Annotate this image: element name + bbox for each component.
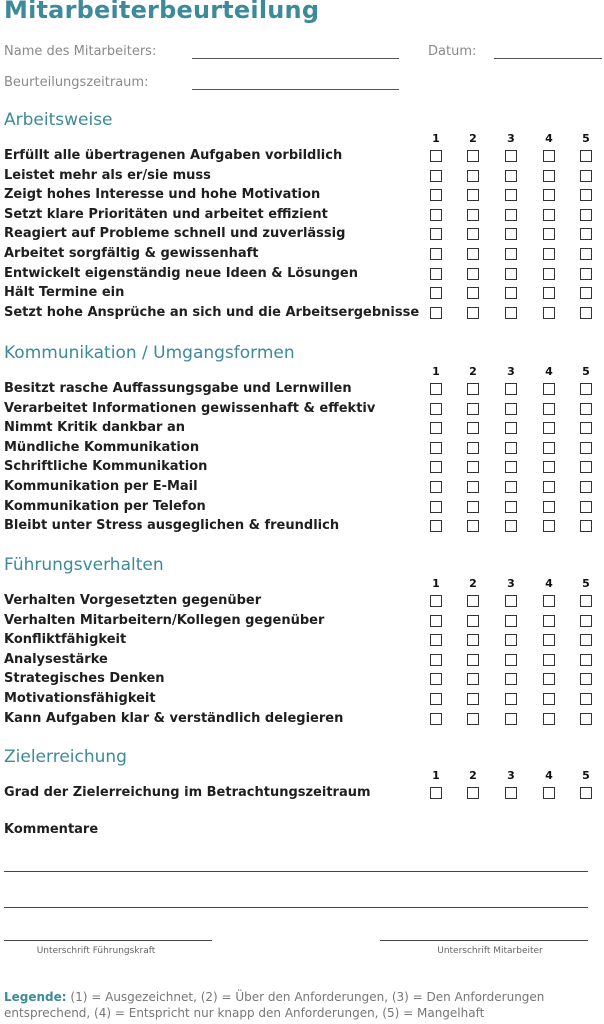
rating-checkbox-5[interactable] — [580, 520, 592, 532]
rating-checkbox-2[interactable] — [467, 693, 479, 705]
rating-checkbox-4[interactable] — [543, 442, 555, 454]
rating-checkbox-1[interactable] — [430, 403, 442, 415]
rating-scale-number: 1 — [432, 132, 440, 145]
period-label: Beurteilungszeitraum: — [4, 75, 149, 90]
rating-scale-number: 2 — [469, 132, 477, 145]
criterion-label: Arbeitet sorgfältig & gewissenhaft — [4, 246, 259, 261]
criterion-label: Kann Aufgaben klar & verständlich delegieren — [4, 710, 344, 726]
rating-checkbox-5[interactable] — [580, 150, 592, 162]
rating-checkbox-3[interactable] — [505, 713, 517, 725]
rating-checkbox-4[interactable] — [543, 595, 555, 607]
rating-checkbox-3[interactable] — [505, 150, 517, 162]
rating-scale-number: 4 — [545, 132, 553, 145]
rating-scale-header — [0, 365, 604, 379]
rating-checkbox-5[interactable] — [580, 307, 592, 319]
rating-checkbox-4[interactable] — [543, 403, 555, 415]
rating-row — [0, 478, 604, 498]
rating-row — [0, 710, 604, 730]
criterion-label: Schriftliche Kommunikation — [4, 459, 208, 475]
criterion-label: Erfüllt alle übertragenen Aufgaben vorbildlich — [4, 148, 343, 163]
rating-scale-header — [0, 769, 604, 783]
rating-checkbox-2[interactable] — [467, 713, 479, 725]
rating-row — [0, 439, 604, 459]
employee-signature-label: Unterschrift Mitarbeiter — [437, 946, 543, 956]
criterion-label: Leistet mehr als er/sie muss — [4, 167, 211, 183]
rating-checkbox-5[interactable] — [580, 287, 592, 299]
rating-scale-number: 2 — [469, 365, 477, 378]
rating-checkbox-1[interactable] — [430, 615, 442, 627]
rating-checkbox-4[interactable] — [543, 673, 555, 685]
rating-row — [0, 651, 604, 671]
rating-checkbox-3[interactable] — [505, 654, 517, 666]
rating-row — [0, 245, 604, 265]
rating-checkbox-1[interactable] — [430, 150, 442, 162]
rating-checkbox-5[interactable] — [580, 170, 592, 182]
rating-checkbox-3[interactable] — [505, 307, 517, 319]
rating-scale-number: 5 — [582, 132, 590, 145]
rating-checkbox-2[interactable] — [467, 228, 479, 240]
criterion-label: Grad der Zielerreichung im Betrachtungszeitraum — [4, 785, 371, 800]
criterion-label: Bleibt unter Stress ausgeglichen & freundlich — [4, 518, 340, 534]
rating-checkbox-5[interactable] — [580, 481, 592, 493]
rating-checkbox-2[interactable] — [467, 615, 479, 627]
rating-checkbox-1[interactable] — [430, 248, 442, 260]
rating-scale-number: 4 — [545, 365, 553, 378]
rating-checkbox-3[interactable] — [505, 481, 517, 493]
rating-checkbox-3[interactable] — [505, 189, 517, 201]
rating-scale-number: 5 — [582, 769, 590, 782]
criterion-label: Kommunikation per Telefon — [4, 498, 206, 514]
rating-checkbox-2[interactable] — [467, 787, 479, 799]
rating-checkbox-2[interactable] — [467, 422, 479, 434]
criterion-label: Kommunikation per E-Mail — [4, 479, 198, 494]
manager-signature-label: Unterschrift Führungskraft — [36, 946, 156, 956]
rating-checkbox-3[interactable] — [505, 422, 517, 434]
date-label: Datum: — [428, 44, 477, 59]
rating-checkbox-5[interactable] — [580, 673, 592, 685]
rating-checkbox-3[interactable] — [505, 170, 517, 182]
rating-checkbox-2[interactable] — [467, 307, 479, 319]
rating-checkbox-3[interactable] — [505, 615, 517, 627]
rating-scale-number: 3 — [507, 577, 515, 590]
criterion-label: Reagiert auf Probleme schnell und zuverlässig — [4, 226, 346, 242]
employee-name-label: Name des Mitarbeiters: — [4, 44, 157, 59]
rating-row — [0, 498, 604, 518]
rating-checkbox-2[interactable] — [467, 520, 479, 532]
criterion-label: Besitzt rasche Auffassungsgabe und Lernwillen — [4, 381, 352, 396]
rating-checkbox-2[interactable] — [467, 654, 479, 666]
rating-scale-number: 4 — [545, 769, 553, 782]
rating-row — [0, 612, 604, 632]
criterion-label: Hält Termine ein — [4, 285, 125, 301]
rating-checkbox-2[interactable] — [467, 501, 479, 513]
rating-checkbox-5[interactable] — [580, 228, 592, 240]
rating-row — [0, 631, 604, 651]
rating-scale-header — [0, 577, 604, 591]
rating-checkbox-2[interactable] — [467, 634, 479, 646]
rating-checkbox-3[interactable] — [505, 228, 517, 240]
period-field[interactable] — [192, 89, 399, 90]
rating-checkbox-4[interactable] — [543, 654, 555, 666]
rating-checkbox-5[interactable] — [580, 383, 592, 395]
rating-checkbox-2[interactable] — [467, 209, 479, 221]
rating-checkbox-3[interactable] — [505, 287, 517, 299]
rating-checkbox-2[interactable] — [467, 442, 479, 454]
rating-checkbox-4[interactable] — [543, 787, 555, 799]
rating-checkbox-1[interactable] — [430, 654, 442, 666]
rating-checkbox-5[interactable] — [580, 461, 592, 473]
employee-name-field[interactable] — [192, 58, 399, 59]
rating-checkbox-3[interactable] — [505, 461, 517, 473]
comment-line[interactable] — [4, 907, 588, 908]
rating-checkbox-3[interactable] — [505, 595, 517, 607]
rating-checkbox-5[interactable] — [580, 189, 592, 201]
rating-checkbox-5[interactable] — [580, 693, 592, 705]
rating-checkbox-4[interactable] — [543, 287, 555, 299]
rating-checkbox-5[interactable] — [580, 442, 592, 454]
rating-checkbox-3[interactable] — [505, 248, 517, 260]
rating-checkbox-1[interactable] — [430, 673, 442, 685]
rating-checkbox-1[interactable] — [430, 268, 442, 280]
form-title: Mitarbeiterbeurteilung — [4, 0, 320, 24]
rating-checkbox-4[interactable] — [543, 481, 555, 493]
rating-checkbox-2[interactable] — [467, 595, 479, 607]
rating-checkbox-5[interactable] — [580, 595, 592, 607]
rating-checkbox-4[interactable] — [543, 713, 555, 725]
date-field[interactable] — [494, 58, 602, 59]
rating-checkbox-2[interactable] — [467, 170, 479, 182]
rating-row — [0, 784, 604, 804]
rating-checkbox-5[interactable] — [580, 403, 592, 415]
rating-checkbox-4[interactable] — [543, 693, 555, 705]
rating-checkbox-4[interactable] — [543, 189, 555, 201]
comments-label: Kommentare — [4, 822, 99, 837]
rating-checkbox-2[interactable] — [467, 189, 479, 201]
rating-checkbox-3[interactable] — [505, 209, 517, 221]
rating-scale-number: 2 — [469, 577, 477, 590]
criterion-label: Entwickelt eigenständig neue Ideen & Lösungen — [4, 265, 358, 281]
legend-title: Legende: — [4, 990, 67, 1004]
rating-row — [0, 592, 604, 612]
rating-checkbox-1[interactable] — [430, 209, 442, 221]
rating-checkbox-1[interactable] — [430, 189, 442, 201]
rating-scale-header — [0, 132, 604, 146]
criterion-label: Analysestärke — [4, 651, 108, 667]
criterion-label: Motivationsfähigkeit — [4, 691, 156, 706]
rating-checkbox-4[interactable] — [543, 461, 555, 473]
rating-checkbox-4[interactable] — [543, 209, 555, 221]
rating-row — [0, 517, 604, 537]
rating-checkbox-4[interactable] — [543, 501, 555, 513]
rating-checkbox-4[interactable] — [543, 268, 555, 280]
criterion-label: Setzt hohe Ansprüche an sich und die Arbeitsergebnisse — [4, 304, 420, 320]
employee-signature-line[interactable] — [380, 940, 588, 941]
rating-row — [0, 304, 604, 324]
rating-checkbox-1[interactable] — [430, 481, 442, 493]
criterion-label: Mündliche Kommunikation — [4, 439, 200, 455]
rating-checkbox-3[interactable] — [505, 634, 517, 646]
rating-checkbox-4[interactable] — [543, 307, 555, 319]
rating-checkbox-3[interactable] — [505, 787, 517, 799]
rating-checkbox-2[interactable] — [467, 150, 479, 162]
rating-checkbox-3[interactable] — [505, 383, 517, 395]
rating-checkbox-4[interactable] — [543, 520, 555, 532]
criterion-label: Nimmt Kritik dankbar an — [4, 420, 185, 436]
rating-scale-number: 1 — [432, 769, 440, 782]
rating-checkbox-1[interactable] — [430, 693, 442, 705]
rating-checkbox-5[interactable] — [580, 209, 592, 221]
section-title: Zielerreichung — [4, 747, 127, 767]
rating-checkbox-1[interactable] — [430, 422, 442, 434]
rating-checkbox-2[interactable] — [467, 383, 479, 395]
criterion-label: Verarbeitet Informationen gewissenhaft & effektiv — [4, 400, 376, 416]
rating-checkbox-3[interactable] — [505, 673, 517, 685]
rating-row — [0, 284, 604, 304]
rating-checkbox-5[interactable] — [580, 248, 592, 260]
rating-checkbox-4[interactable] — [543, 228, 555, 240]
rating-checkbox-2[interactable] — [467, 481, 479, 493]
rating-checkbox-4[interactable] — [543, 248, 555, 260]
rating-checkbox-3[interactable] — [505, 442, 517, 454]
rating-checkbox-2[interactable] — [467, 403, 479, 415]
criterion-label: Konfliktfähigkeit — [4, 632, 127, 648]
rating-checkbox-3[interactable] — [505, 693, 517, 705]
rating-checkbox-4[interactable] — [543, 150, 555, 162]
rating-checkbox-1[interactable] — [430, 442, 442, 454]
rating-checkbox-1[interactable] — [430, 634, 442, 646]
rating-checkbox-3[interactable] — [505, 501, 517, 513]
rating-checkbox-3[interactable] — [505, 268, 517, 280]
rating-checkbox-1[interactable] — [430, 595, 442, 607]
rating-checkbox-5[interactable] — [580, 268, 592, 280]
rating-checkbox-5[interactable] — [580, 615, 592, 627]
rating-checkbox-2[interactable] — [467, 673, 479, 685]
rating-checkbox-1[interactable] — [430, 501, 442, 513]
rating-row — [0, 147, 604, 167]
section-title: Kommunikation / Umgangsformen — [4, 343, 295, 363]
rating-checkbox-1[interactable] — [430, 461, 442, 473]
rating-checkbox-1[interactable] — [430, 170, 442, 182]
rating-checkbox-4[interactable] — [543, 422, 555, 434]
rating-checkbox-2[interactable] — [467, 248, 479, 260]
rating-checkbox-4[interactable] — [543, 615, 555, 627]
rating-checkbox-1[interactable] — [430, 383, 442, 395]
rating-checkbox-4[interactable] — [543, 634, 555, 646]
rating-row — [0, 225, 604, 245]
rating-checkbox-3[interactable] — [505, 520, 517, 532]
rating-checkbox-5[interactable] — [580, 634, 592, 646]
rating-checkbox-3[interactable] — [505, 403, 517, 415]
criterion-label: Zeigt hohes Interesse und hohe Motivation — [4, 187, 321, 203]
manager-signature-line[interactable] — [4, 940, 212, 941]
criterion-label: Setzt klare Prioritäten und arbeitet effizient — [4, 206, 328, 222]
rating-checkbox-5[interactable] — [580, 787, 592, 799]
criterion-label: Verhalten Vorgesetzten gegenüber — [4, 593, 262, 608]
rating-checkbox-4[interactable] — [543, 170, 555, 182]
rating-checkbox-5[interactable] — [580, 654, 592, 666]
rating-row — [0, 265, 604, 285]
rating-scale-number: 1 — [432, 577, 440, 590]
rating-row — [0, 186, 604, 206]
section-title: Führungsverhalten — [4, 555, 164, 575]
rating-checkbox-1[interactable] — [430, 307, 442, 319]
legend — [4, 989, 600, 1021]
rating-scale-number: 3 — [507, 769, 515, 782]
rating-checkbox-1[interactable] — [430, 287, 442, 299]
rating-checkbox-1[interactable] — [430, 713, 442, 725]
rating-row — [0, 206, 604, 226]
legend-text: (1) = Ausgezeichnet, (2) = Über den Anforderungen, (3) = Den Anforderungen entsprechend, (4) = Entspricht nur knapp den Anforderungen, (5) = Mangelhaft — [4, 990, 545, 1020]
rating-row — [0, 670, 604, 690]
rating-scale-number: 5 — [582, 365, 590, 378]
comment-line[interactable] — [4, 871, 588, 872]
rating-row — [0, 419, 604, 439]
rating-checkbox-4[interactable] — [543, 383, 555, 395]
rating-checkbox-5[interactable] — [580, 422, 592, 434]
rating-checkbox-2[interactable] — [467, 268, 479, 280]
rating-scale-number: 1 — [432, 365, 440, 378]
rating-scale-number: 4 — [545, 577, 553, 590]
rating-row — [0, 690, 604, 710]
rating-row — [0, 167, 604, 187]
rating-checkbox-2[interactable] — [467, 461, 479, 473]
rating-row — [0, 400, 604, 420]
section-title: Arbeitsweise — [4, 110, 113, 130]
rating-row — [0, 458, 604, 478]
criterion-label: Strategisches Denken — [4, 671, 165, 687]
criterion-label: Verhalten Mitarbeitern/Kollegen gegenüber — [4, 612, 325, 628]
rating-row — [0, 380, 604, 400]
rating-checkbox-2[interactable] — [467, 287, 479, 299]
rating-scale-number: 3 — [507, 132, 515, 145]
rating-checkbox-1[interactable] — [430, 228, 442, 240]
rating-checkbox-1[interactable] — [430, 520, 442, 532]
rating-checkbox-5[interactable] — [580, 713, 592, 725]
rating-scale-number: 3 — [507, 365, 515, 378]
rating-checkbox-1[interactable] — [430, 787, 442, 799]
rating-scale-number: 2 — [469, 769, 477, 782]
rating-checkbox-5[interactable] — [580, 501, 592, 513]
rating-scale-number: 5 — [582, 577, 590, 590]
